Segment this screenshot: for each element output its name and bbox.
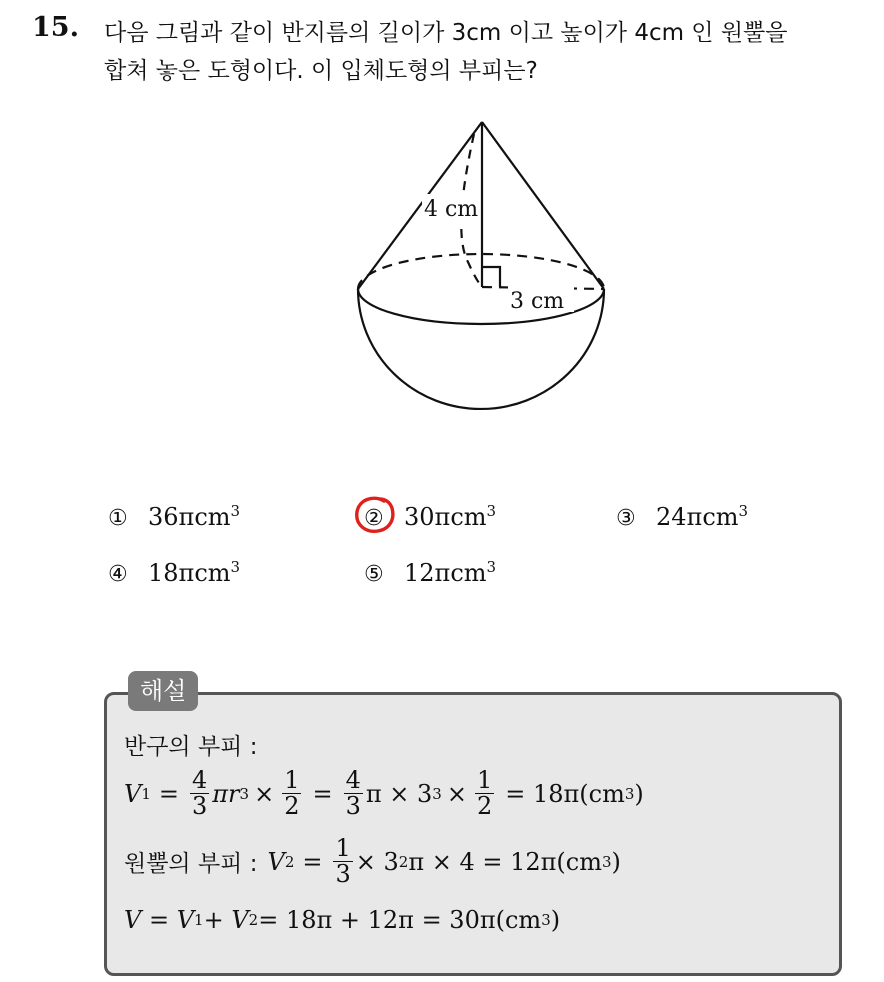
- choice-3-value: 24πcm: [656, 503, 739, 531]
- times-3-sq: × 3: [355, 847, 399, 876]
- total-exp: 3: [541, 911, 551, 929]
- v2-symbol: V: [267, 847, 285, 876]
- solution-tag: 해설: [128, 671, 198, 711]
- eq-1: =: [158, 779, 179, 808]
- solution-line-1-text: 반구의 부피 :: [124, 734, 258, 760]
- result-1-exp: 3: [624, 784, 635, 803]
- choice-4-mark: ④: [108, 562, 128, 587]
- choice-2-mark: ②: [364, 506, 384, 531]
- total-sub-2: 2: [248, 911, 259, 929]
- choice-5[interactable]: [364, 558, 496, 587]
- close-paren-2: ): [611, 847, 621, 876]
- frac-num: 4: [192, 766, 208, 794]
- three-sq-exp: 2: [398, 852, 409, 871]
- choice-1[interactable]: [108, 502, 240, 531]
- frac-num: 4: [345, 766, 361, 794]
- three-exp: 3: [432, 784, 442, 803]
- choice-3[interactable]: [616, 502, 748, 531]
- cone-right-edge: [482, 122, 604, 289]
- choice-5-exp: 3: [486, 558, 497, 576]
- question-line-1: 다음 그림과 같이 반지름의 길이가 3cm 이고 높이가 4cm 인 원뿔을: [104, 20, 788, 46]
- times-1: ×: [254, 779, 275, 808]
- right-angle-mark: [482, 267, 500, 287]
- question-line-2: 합쳐 놓은 도형이다. 이 입체도형의 부피는?: [104, 58, 538, 84]
- choice-4[interactable]: [108, 558, 240, 587]
- choice-5-value: 12πcm: [404, 559, 487, 587]
- result-1: = 18π(cm: [505, 779, 625, 808]
- result-2-exp: 3: [601, 852, 612, 871]
- frac-den: 3: [335, 860, 351, 889]
- frac-4-3-b: [344, 768, 363, 819]
- times-2: ×: [446, 779, 467, 808]
- solution-line-2: [124, 768, 644, 819]
- choice-1-mark: ①: [108, 506, 128, 531]
- answer-circle-mark: [354, 495, 396, 535]
- radius-label: 3 cm: [510, 289, 565, 314]
- result-2: π × 4 = 12π(cm: [408, 847, 602, 876]
- choice-1-value: 36πcm: [148, 503, 231, 531]
- choice-3-mark: ③: [616, 506, 636, 531]
- solution-line-3: [124, 836, 621, 887]
- frac-num: 1: [476, 766, 493, 794]
- choice-4-exp: 3: [230, 558, 241, 576]
- choice-4-value: 18πcm: [148, 559, 231, 587]
- pi-r: πr: [212, 779, 240, 808]
- cone-hemisphere-figure: [340, 112, 620, 412]
- eq-2: =: [312, 779, 333, 808]
- total-plus-v: + V: [203, 906, 249, 934]
- eq-3: =: [302, 847, 323, 876]
- frac-num: 1: [335, 834, 351, 862]
- frac-1-2-a: [282, 768, 301, 819]
- total-v-lhs: V = V: [124, 906, 195, 934]
- question-text: [104, 14, 874, 90]
- v2-sub: 2: [284, 852, 295, 871]
- v1-sub: 1: [141, 784, 151, 803]
- r-exp: 3: [239, 784, 250, 803]
- close-paren-3: ): [550, 906, 561, 934]
- frac-1-2-b: [475, 768, 494, 819]
- frac-den: 2: [284, 792, 300, 821]
- frac-den: 3: [345, 792, 361, 821]
- frac-den: 2: [476, 792, 493, 821]
- total-result: = 18π + 12π = 30π(cm: [258, 906, 542, 934]
- pi-times-3: π × 3: [365, 779, 433, 808]
- solution-line-4: [124, 906, 560, 934]
- v1-symbol: V: [124, 779, 142, 808]
- question-number: 15.: [32, 12, 79, 43]
- choice-3-exp: 3: [738, 502, 749, 520]
- frac-num: 1: [284, 766, 300, 794]
- choice-2-exp: 3: [486, 502, 497, 520]
- height-label: 4 cm: [424, 197, 479, 222]
- close-paren-1: ): [634, 779, 644, 808]
- frac-4-3-a: [190, 768, 209, 819]
- frac-den: 3: [192, 792, 208, 821]
- cone-volume-label: 원뿔의 부피 :: [124, 851, 258, 878]
- choice-2-value: 30πcm: [404, 503, 487, 531]
- choice-5-mark: ⑤: [364, 562, 384, 587]
- frac-1-3: [333, 836, 352, 887]
- total-sub-1: 1: [194, 911, 204, 929]
- solution-line-1: [124, 728, 257, 761]
- choice-1-exp: 3: [230, 502, 241, 520]
